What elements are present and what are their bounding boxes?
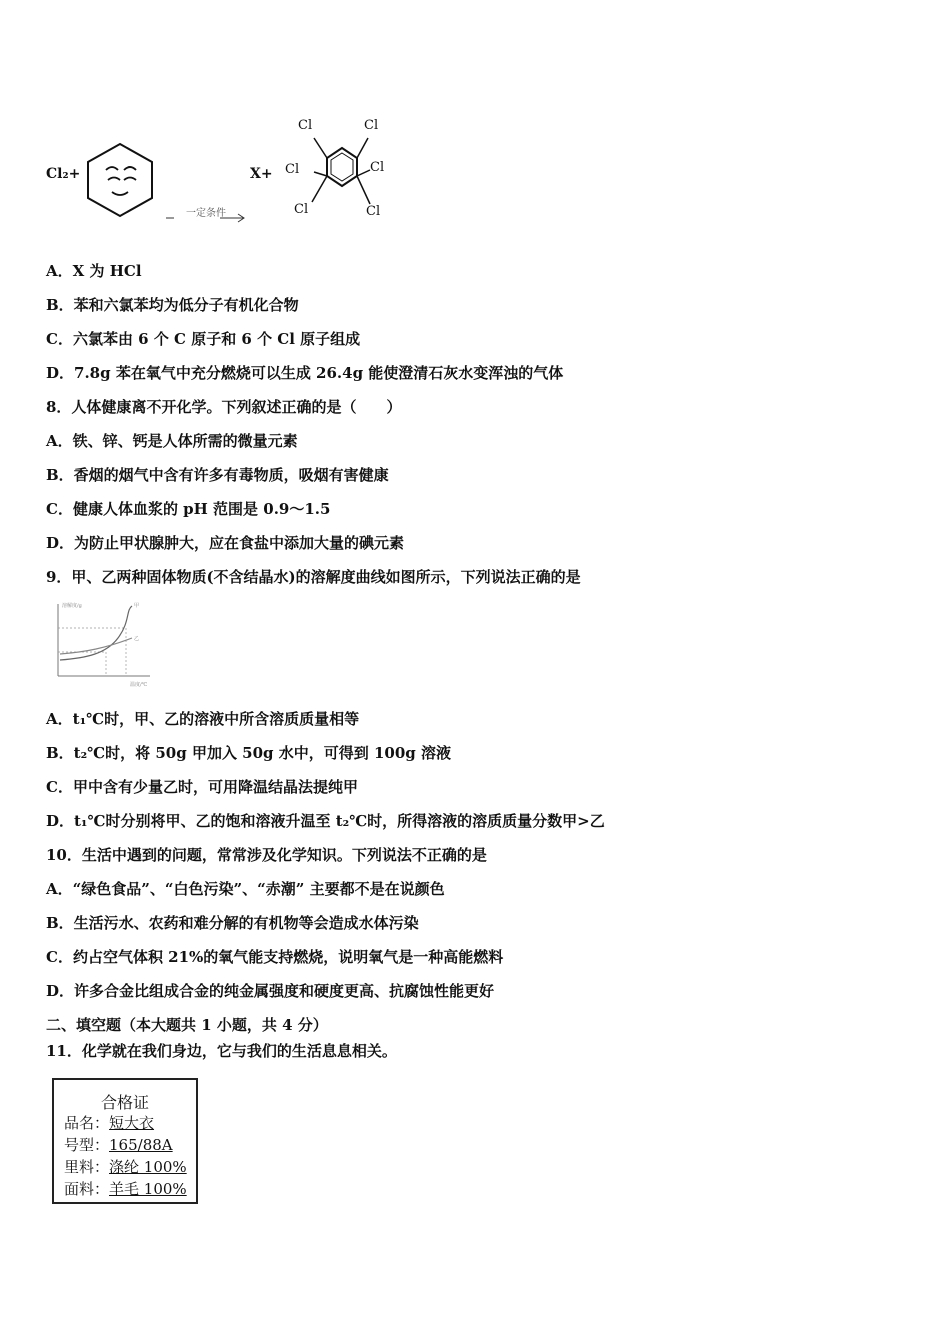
q7-option-c: C．六氯苯由 6 个 C 原子和 6 个 Cl 原子组成: [46, 330, 361, 348]
question-10-stem: 10．生活中遇到的问题，常常涉及化学知识。下列说法不正确的是: [46, 846, 487, 864]
q8-option-a: A．铁、锌、钙是人体所需的微量元素: [46, 432, 298, 450]
q7-option-b: B．苯和六氯苯均为低分子有机化合物: [46, 296, 299, 314]
benzene-structure-icon: [84, 140, 156, 220]
q7-option-d: D．7.8g 苯在氧气中充分燃烧可以生成 26.4g 能使澄清石灰水变浑浊的气体: [46, 364, 564, 382]
label-value: 涤纶 100%: [109, 1158, 187, 1176]
series-label-yi: 乙: [134, 636, 140, 642]
clothing-qualification-label: [52, 1078, 198, 1204]
label-value: 羊毛 100%: [109, 1180, 187, 1198]
solubility-curve-chart: [46, 598, 156, 688]
cl-atom: Cl: [370, 160, 385, 175]
question-9-stem: 9．甲、乙两种固体物质(不含结晶水)的溶解度曲线如图所示，下列说法正确的是: [46, 568, 581, 586]
series-label-jia: 甲: [134, 603, 140, 609]
section-heading-fill-blank: 二、填空题（本大题共 1 小题，共 4 分）: [46, 1016, 328, 1034]
label-key: 里料：: [64, 1158, 110, 1176]
cl-atom: Cl: [298, 118, 313, 133]
q8-option-b: B．香烟的烟气中含有许多有毒物质，吸烟有害健康: [46, 466, 389, 484]
series-yi-curve: [60, 638, 132, 654]
label-key: 号型：: [64, 1136, 110, 1154]
q10-option-c: C．约占空气体积 21%的氧气能支持燃烧，说明氧气是一种高能燃料: [46, 948, 504, 966]
label-row-lining: [64, 1156, 187, 1177]
q10-option-a: A．“绿色食品”、“白色污染”、“赤潮” 主要都不是在说颜色: [46, 880, 445, 898]
label-key: 品名：: [64, 1114, 110, 1132]
reactant-label: Cl₂+: [46, 166, 81, 182]
q10-option-d: D．许多合金比组成合金的纯金属强度和硬度更高、抗腐蚀性能更好: [46, 982, 495, 1000]
q9-option-d: D．t₁℃时分别将甲、乙的饱和溶液升温至 t₂℃时，所得溶液的溶质质量分数甲>乙: [46, 812, 605, 830]
q9-option-a: A．t₁℃时，甲、乙的溶液中所含溶质质量相等: [46, 710, 360, 728]
chart-xlabel: 温度/℃: [130, 682, 148, 688]
label-value: 短大衣: [109, 1114, 155, 1132]
reaction-condition-label: 一定条件: [186, 208, 226, 219]
label-key: 面料：: [64, 1180, 110, 1198]
q9-option-b: B．t₂℃时，将 50g 甲加入 50g 水中，可得到 100g 溶液: [46, 744, 452, 762]
cl-atom: Cl: [294, 202, 309, 217]
cl-atom: Cl: [366, 204, 381, 219]
question-11-stem: 11．化学就在我们身边，它与我们的生活息息相关。: [46, 1042, 397, 1060]
label-row-size: [64, 1134, 173, 1155]
label-row-product-name: [64, 1112, 154, 1133]
label-value: 165/88A: [109, 1136, 173, 1154]
label-title: 合格证: [100, 1093, 149, 1112]
q10-option-b: B．生活污水、农药和难分解的有机物等会造成水体污染: [46, 914, 419, 932]
q8-option-d: D．为防止甲状腺肿大，应在食盐中添加大量的碘元素: [46, 534, 405, 552]
q9-option-c: C．甲中含有少量乙时，可用降温结晶法提纯甲: [46, 778, 358, 796]
reaction-equation-figure: [0, 100, 950, 240]
q8-option-c: C．健康人体血浆的 pH 范围是 0.9～1.5: [46, 500, 331, 518]
cl-atom: Cl: [364, 118, 379, 133]
q7-option-a: A．X 为 HCl: [46, 262, 142, 280]
question-8-stem: 8．人体健康离不开化学。下列叙述正确的是（ ）: [46, 398, 402, 416]
product-prefix-label: X+: [250, 166, 273, 182]
cl-atom: Cl: [285, 162, 300, 177]
chart-ylabel: 溶解度/g: [62, 603, 82, 609]
label-row-shell: [64, 1178, 187, 1199]
